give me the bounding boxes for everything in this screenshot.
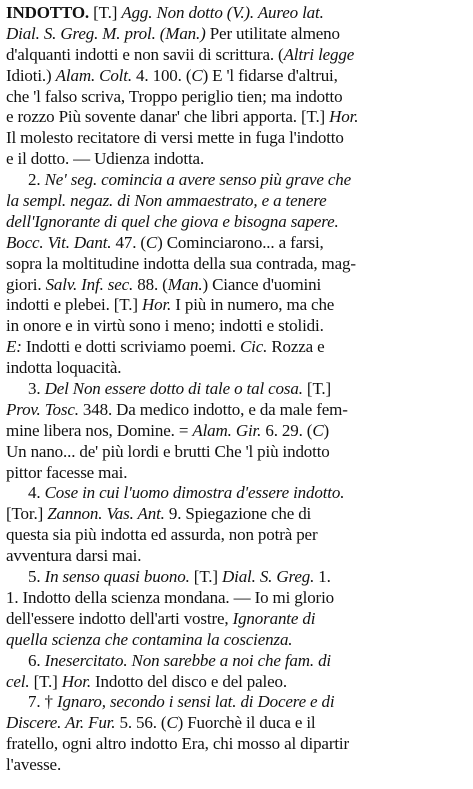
entry-text-segment: ) E 'l fidarse d'altrui, [202,65,338,85]
entry-text-segment: Dial. S. Greg. M. prol. (Man.) [6,23,206,43]
entry-text-segment: Ignaro, secondo i sensi lat. di Docere e di [57,692,335,712]
entry-text-segment: e il dotto. — Udienza indotta. [6,149,205,169]
entry-text-segment: Hor. [141,295,172,315]
entry-line [6,588,467,609]
entry-text-segment: 7. † [28,692,58,712]
entry-text-segment: Idioti.) [6,65,56,85]
entry-line [6,672,467,693]
entry-line [6,525,467,546]
entry-text-segment: avventura darsi mai. [6,546,142,566]
entry-text-segment: E: [6,337,22,357]
entry-line [6,107,467,128]
entry-text-segment: Indotti e dotti scriviamo poemi. [21,337,240,357]
entry-line [6,149,467,170]
entry-text-segment: In senso quasi buono. [44,567,190,587]
entry-text-segment: sopra la moltitudine indotta della sua contrada, mag- [6,253,356,273]
entry-text-segment: Prov. Tosc. [6,399,79,419]
entry-text-segment: Indotto del disco e del paleo. [90,671,287,691]
entry-text-segment: dell'Ignorante di quel che giova e bisogna sapere. [6,211,339,231]
entry-text-segment: indotti e plebei. [T.] [6,295,142,315]
entry-text-segment: [T.] [189,567,222,587]
entry-text-segment: Cose in cui l'uomo dimostra d'essere indotto. [44,483,345,503]
entry-text-segment: C [145,232,158,252]
entry-text-segment: [T.] [29,671,62,691]
entry-line [6,254,467,275]
entry-text-segment: 47. ( [111,232,146,252]
entry-text-segment: Alam. Gir. [192,420,262,440]
entry-text-segment: cel. [6,671,30,691]
entry-text-segment: Dial. S. Greg. [222,567,315,587]
entry-text-segment: Inesercitato. Non sarebbe a noi che fam. di [44,650,331,670]
entry-line [6,442,467,463]
entry-text-segment: 88. ( [133,274,168,294]
entry-text [6,3,467,776]
entry-line [6,463,467,484]
entry-line [6,630,467,651]
entry-text-segment: Un nano... de' più lordi e brutti Che 'l più indotto [6,441,330,461]
entry-text-segment: questa sia più indotta ed assurda, non potrà per [6,525,318,545]
entry-text-segment: C [166,713,178,733]
entry-text-segment: quella scienza che contamina la coscienza. [6,629,293,649]
entry-text-segment: la sempl. negaz. di Non ammaestrato, e a tenere [6,191,327,211]
entry-text-segment: 9. Spiegazione che di [164,504,312,524]
entry-text-segment: indotta loquacità. [6,358,122,378]
entry-text-segment: ) Cominciarono... a farsi, [157,232,324,252]
entry-text-segment: C [312,420,324,440]
entry-line [6,212,467,233]
entry-text-segment: ) Fuorchè il duca e il [177,713,316,733]
entry-line [6,692,467,713]
entry-text-segment: d'alquanti indotti e non savii di scrittura. ( [6,44,284,64]
entry-text-segment: Hor. [329,107,359,127]
entry-text-segment: che 'l falso scriva, Troppo periglio tien; ma indotto [6,86,343,106]
entry-line [6,3,467,24]
entry-text-segment: 3. [28,379,45,399]
entry-text-segment: 2. [28,170,45,190]
entry-text-segment: 5. [28,567,45,587]
entry-text-segment: Ignorante di [232,608,316,628]
entry-text-segment: mine libera nos, Domine. = [6,420,193,440]
entry-line [6,546,467,567]
entry-line [6,170,467,191]
entry-text-segment: Del Non essere dotto di tale o tal cosa. [44,379,303,399]
entry-text-segment: Hor. [61,671,91,691]
entry-text-segment: giori. [6,274,46,294]
entry-text-segment: ) [323,420,330,440]
entry-text-segment: Alam. Colt. [55,65,132,85]
entry-line [6,233,467,254]
entry-line [6,66,467,87]
entry-line [6,400,467,421]
entry-line [6,651,467,672]
entry-text-segment: 4. [28,483,45,503]
entry-text-segment: Bocc. Vit. Dant. [6,232,112,252]
entry-text-segment: [Tor.] [6,504,48,524]
entry-text-segment: Zannon. Vas. Ant. [47,504,165,524]
entry-text-segment: Ne' seg. comincia a avere senso più grave che [44,170,351,190]
entry-text-segment: in onore e in virtù sono i meno; indotti e stolidi. [6,316,324,336]
entry-line [6,275,467,296]
entry-text-segment: Per utilitate almeno [205,23,340,43]
entry-line [6,734,467,755]
entry-line [6,483,467,504]
entry-text-segment: e rozzo Più sovente danar' che libri apporta. [T.] [6,107,330,127]
entry-line [6,504,467,525]
entry-line [6,609,467,630]
entry-line [6,358,467,379]
entry-text-segment: 6. [28,650,45,670]
entry-text-segment: fratello, ogni altro indotto Era, chi mosso al dipartir [6,734,349,754]
entry-line [6,567,467,588]
entry-text-segment: [T.] [302,379,332,399]
entry-line [6,87,467,108]
entry-line [6,755,467,776]
entry-text-segment: ) Ciance d'uomini [202,274,322,294]
entry-line [6,45,467,66]
entry-text-segment: C [191,65,203,85]
entry-line [6,295,467,316]
entry-text-segment: 348. Da medico indotto, e da male fem- [78,399,348,419]
entry-text-segment: Cic. [239,337,268,357]
entry-text-segment: 6. 29. ( [261,420,313,440]
entry-line [6,24,467,45]
entry-line [6,713,467,734]
entry-text-segment: [T.] [89,3,122,22]
entry-text-segment: Man. [167,274,203,294]
entry-line [6,128,467,149]
entry-line [6,316,467,337]
entry-text-segment: l'avesse. [6,755,62,775]
entry-text-segment: I più in numero, ma che [171,295,335,315]
entry-line [6,337,467,358]
entry-text-segment: Discere. Ar. Fur. [6,713,116,733]
entry-text-segment: 1. Indotto della scienza mondana. — Io mi glorio [6,587,334,607]
entry-text-segment: dell'essere indotto dell'arti vostre, [6,608,233,628]
entry-text-segment: 1. [314,567,331,587]
entry-line [6,191,467,212]
entry-text-segment: pittor facesse mai. [6,462,128,482]
entry-text-segment: Agg. Non dotto (V.). Aureo lat. [121,3,324,22]
entry-line [6,421,467,442]
entry-text-segment: Rozza e [267,337,325,357]
entry-line [6,379,467,400]
entry-text-segment: Salv. Inf. sec. [45,274,134,294]
headword: INDOTTO. [6,3,90,22]
entry-text-segment: Altri legge [283,44,355,64]
entry-text-segment: 4. 100. ( [131,65,192,85]
entry-text-segment: Il molesto recitatore di versi mette in fuga l'indotto [6,128,344,148]
entry-text-segment: 5. 56. ( [115,713,167,733]
